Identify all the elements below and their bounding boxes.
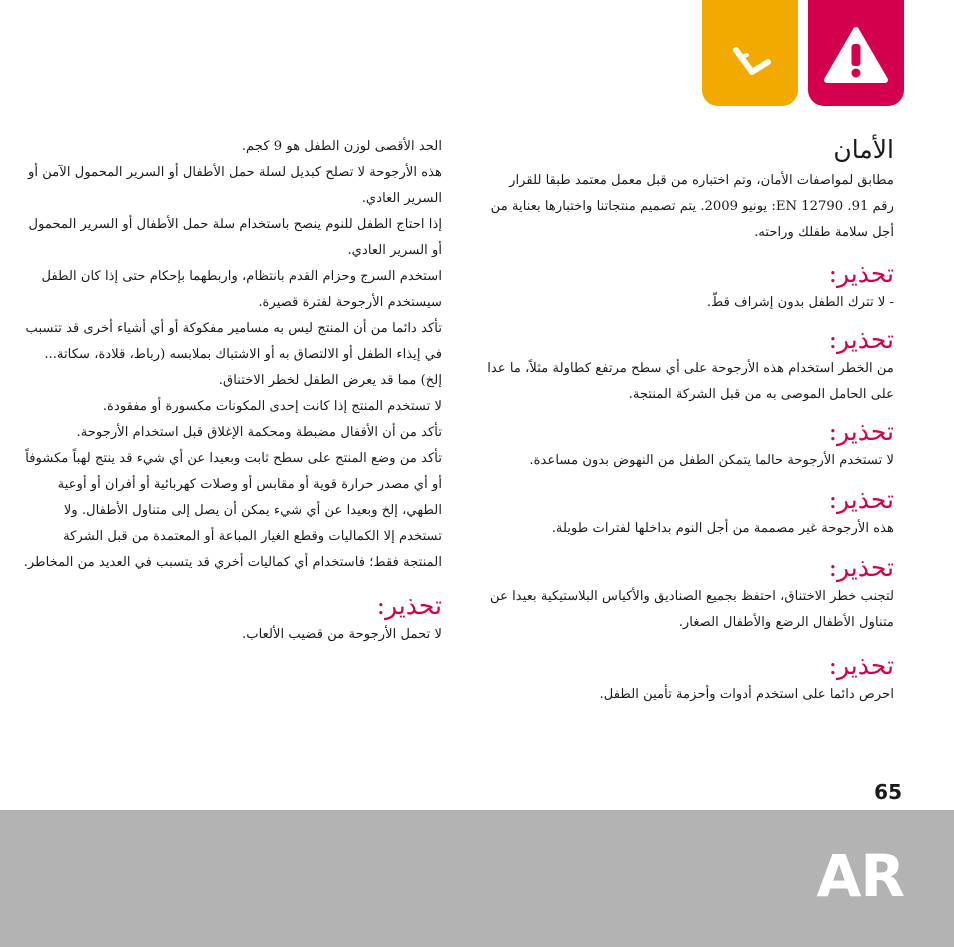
warning-title: تحذير: [828,259,894,288]
tool-icon [702,0,798,106]
instructions-column [22,134,442,648]
instruction-paragraph: لا تستخدم المنتج إذا كانت إحدى المكونات مكسورة أو مفقودة. [102,399,442,414]
instruction-paragraph: إذا احتاج الطفل للنوم ينصح باستخدام سلة حمل الأطفال أو السرير المحمول أو السرير العادي. [28,217,442,258]
intro-text: مطابق لمواصفات الأمان، وتم اختباره من قبل معمل معتمد طبقا للقرار رقم 91. EN 12790: يونيو 2009. يتم تصميم منتجاتنا واختبارها بعناية من أجل سلامة طفلك وراحته. [490,173,894,240]
warning-block [486,258,894,316]
warning-text: لا تستخدم الأرجوحة حالما يتمكن الطفل من النهوض بدون مساعدة. [529,453,894,468]
instruction-paragraph: هذه الأرجوحة لا تصلح كبديل لسلة حمل الأطفال أو السرير المحمول الآمن أو السرير العادي. [28,165,442,206]
instruction-paragraph: استخدم السرج وحزام القدم بانتظام، واربطهما بإحكام حتى إذا كان الطفل سيستخدم الأرجوحة لفترة قصيرة. [41,269,442,310]
warning-block [486,324,894,408]
page-number: 65 [874,780,902,804]
section-title: الأمان [833,135,894,164]
instruction-paragraph: تأكد من وضع المنتج على سطح ثابت وبعيدا عن أي شيء قد ينتج لهباً مكشوفاً أو أي مصدر حرارة قوية أو مقابس أو وصلات كهربائية أو أفران أو أوعية الطهي، إلخ وبعيدا عن أي شيء يمكن أن يصل إلى متناول الأطفال. ولا تستخدم إلا الكماليات وقطع الغيار المباعة أو المعتمدة من قبل الشركة المنتجة فقط؛ فاستخدام أي كماليات أخري قد يتسبب في العديد من المخاطر. [23,451,442,570]
warning-block [486,484,894,542]
warning-badge [808,0,904,106]
warning-text: هذه الأرجوحة غير مصممة من أجل النوم بداخلها لفترات طويلة. [551,521,894,536]
warning-title: تحذير: [828,325,894,354]
warning-text: لا تحمل الأرجوحة من قضيب الألعاب. [242,627,442,642]
warning-block [486,416,894,474]
warning-text: احرص دائما على استخدم أدوات وأحزمة تأمين الطفل. [599,687,894,702]
warning-triangle-icon [808,0,904,106]
warning-text: لتجنب خطر الاختناق، احتفظ بجميع الصناديق والأكياس البلاستيكية بعيدا عن متناول الأطفال الرضع والأطفال الصغار. [490,589,894,630]
warning-text: - لا تترك الطفل بدون إشراف قطّ. [706,295,894,310]
language-code: AR [816,842,904,910]
warning-title: تحذير: [828,553,894,582]
warning-title: تحذير: [376,591,442,620]
warning-block [486,552,894,636]
warning-title: تحذير: [828,485,894,514]
warning-title: تحذير: [828,651,894,680]
warning-block [22,590,442,648]
warning-text: من الخطر استخدام هذه الأرجوحة على أي سطح مرتفع كطاولة مثلاً، ما عدا على الحامل الموصى به من قبل الشركة المنتجة. [487,361,894,402]
instruction-paragraph: تأكد دائما من أن المنتج ليس به مسامير مفكوكة أو أي أشياء أخرى قد تتسبب في إيذاء الطفل أو الالتصاق به أو الاشتباك بملابسه (رباط، قلادة، سكاتة... إلخ) مما قد يعرض الطفل لخطر الاختناق. [25,321,442,388]
instruction-paragraph: الحد الأقصى لوزن الطفل هو 9 كجم. [241,139,442,154]
instruction-paragraph: تأكد من أن الأقفال مضبطة ومحكمة الإغلاق قبل استخدام الأرجوحة. [76,425,442,440]
tool-badge [702,0,798,106]
safety-column [486,134,894,708]
warning-block [486,650,894,708]
warning-title: تحذير: [828,417,894,446]
